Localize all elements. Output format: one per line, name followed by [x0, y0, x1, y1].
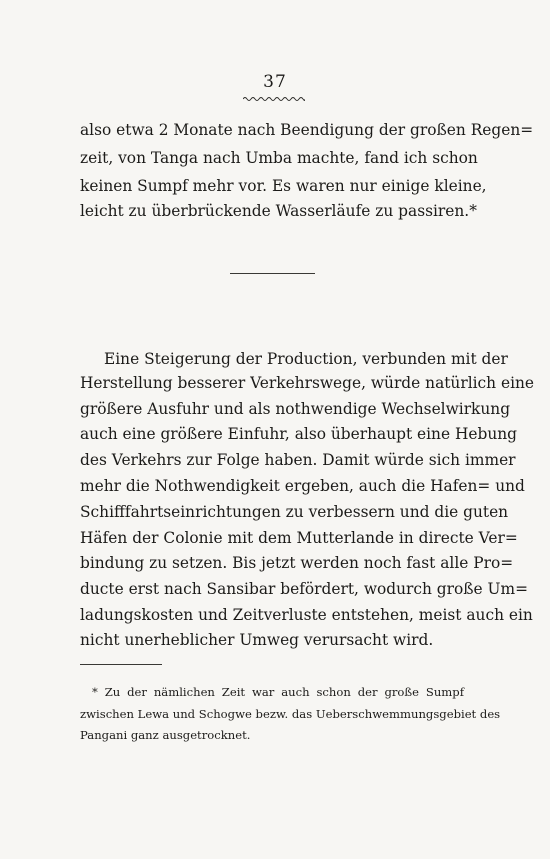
text-line: Eine Steigerung der Production, verbunden mit der	[104, 350, 508, 368]
text-line: auch eine größere Einfuhr, also überhaupt eine Hebung	[80, 425, 518, 443]
text-line: also etwa 2 Monate nach Beendigung der großen Regen=	[80, 121, 534, 139]
page-number-ornament	[243, 96, 305, 102]
text-line: zeit, von Tanga nach Umba machte, fand ich schon	[80, 149, 478, 167]
text-line: ladungskosten und Zeitverluste entstehen, meist auch ein	[80, 606, 533, 624]
text-line: nicht unerheblicher Umweg verursacht wird.	[80, 631, 434, 649]
page-number: 37	[263, 72, 287, 92]
text-line: bindung zu setzen. Bis jetzt werden noch fast alle Pro=	[80, 554, 514, 572]
footnote-rule	[80, 664, 162, 665]
footnote-line: Pangani ganz ausgetrocknet.	[80, 728, 251, 742]
footnote-line: zwischen Lewa und Schogwe bezw. das Ueberschwemmungsgebiet des	[80, 707, 501, 721]
text-line: größere Ausfuhr und als nothwendige Wechselwirkung	[80, 400, 511, 418]
text-line: Schifffahrtseinrichtungen zu verbessern und die guten	[80, 503, 509, 521]
section-divider	[230, 273, 315, 274]
text-line: leicht zu überbrückende Wasserläufe zu passiren.*	[80, 202, 477, 220]
text-line: mehr die Nothwendigkeit ergeben, auch die Hafen= und	[80, 477, 525, 495]
footnote-line: * Zu der nämlichen Zeit war auch schon der große Sumpf	[92, 685, 464, 699]
text-line: Herstellung besserer Verkehrswege, würde natürlich eine	[80, 374, 535, 392]
text-line: keinen Sumpf mehr vor. Es waren nur einige kleine,	[80, 177, 487, 195]
text-line: des Verkehrs zur Folge haben. Damit würde sich immer	[80, 451, 516, 469]
text-line: ducte erst nach Sansibar befördert, wodurch große Um=	[80, 580, 529, 598]
text-line: Häfen der Colonie mit dem Mutterlande in directe Ver=	[80, 529, 518, 547]
